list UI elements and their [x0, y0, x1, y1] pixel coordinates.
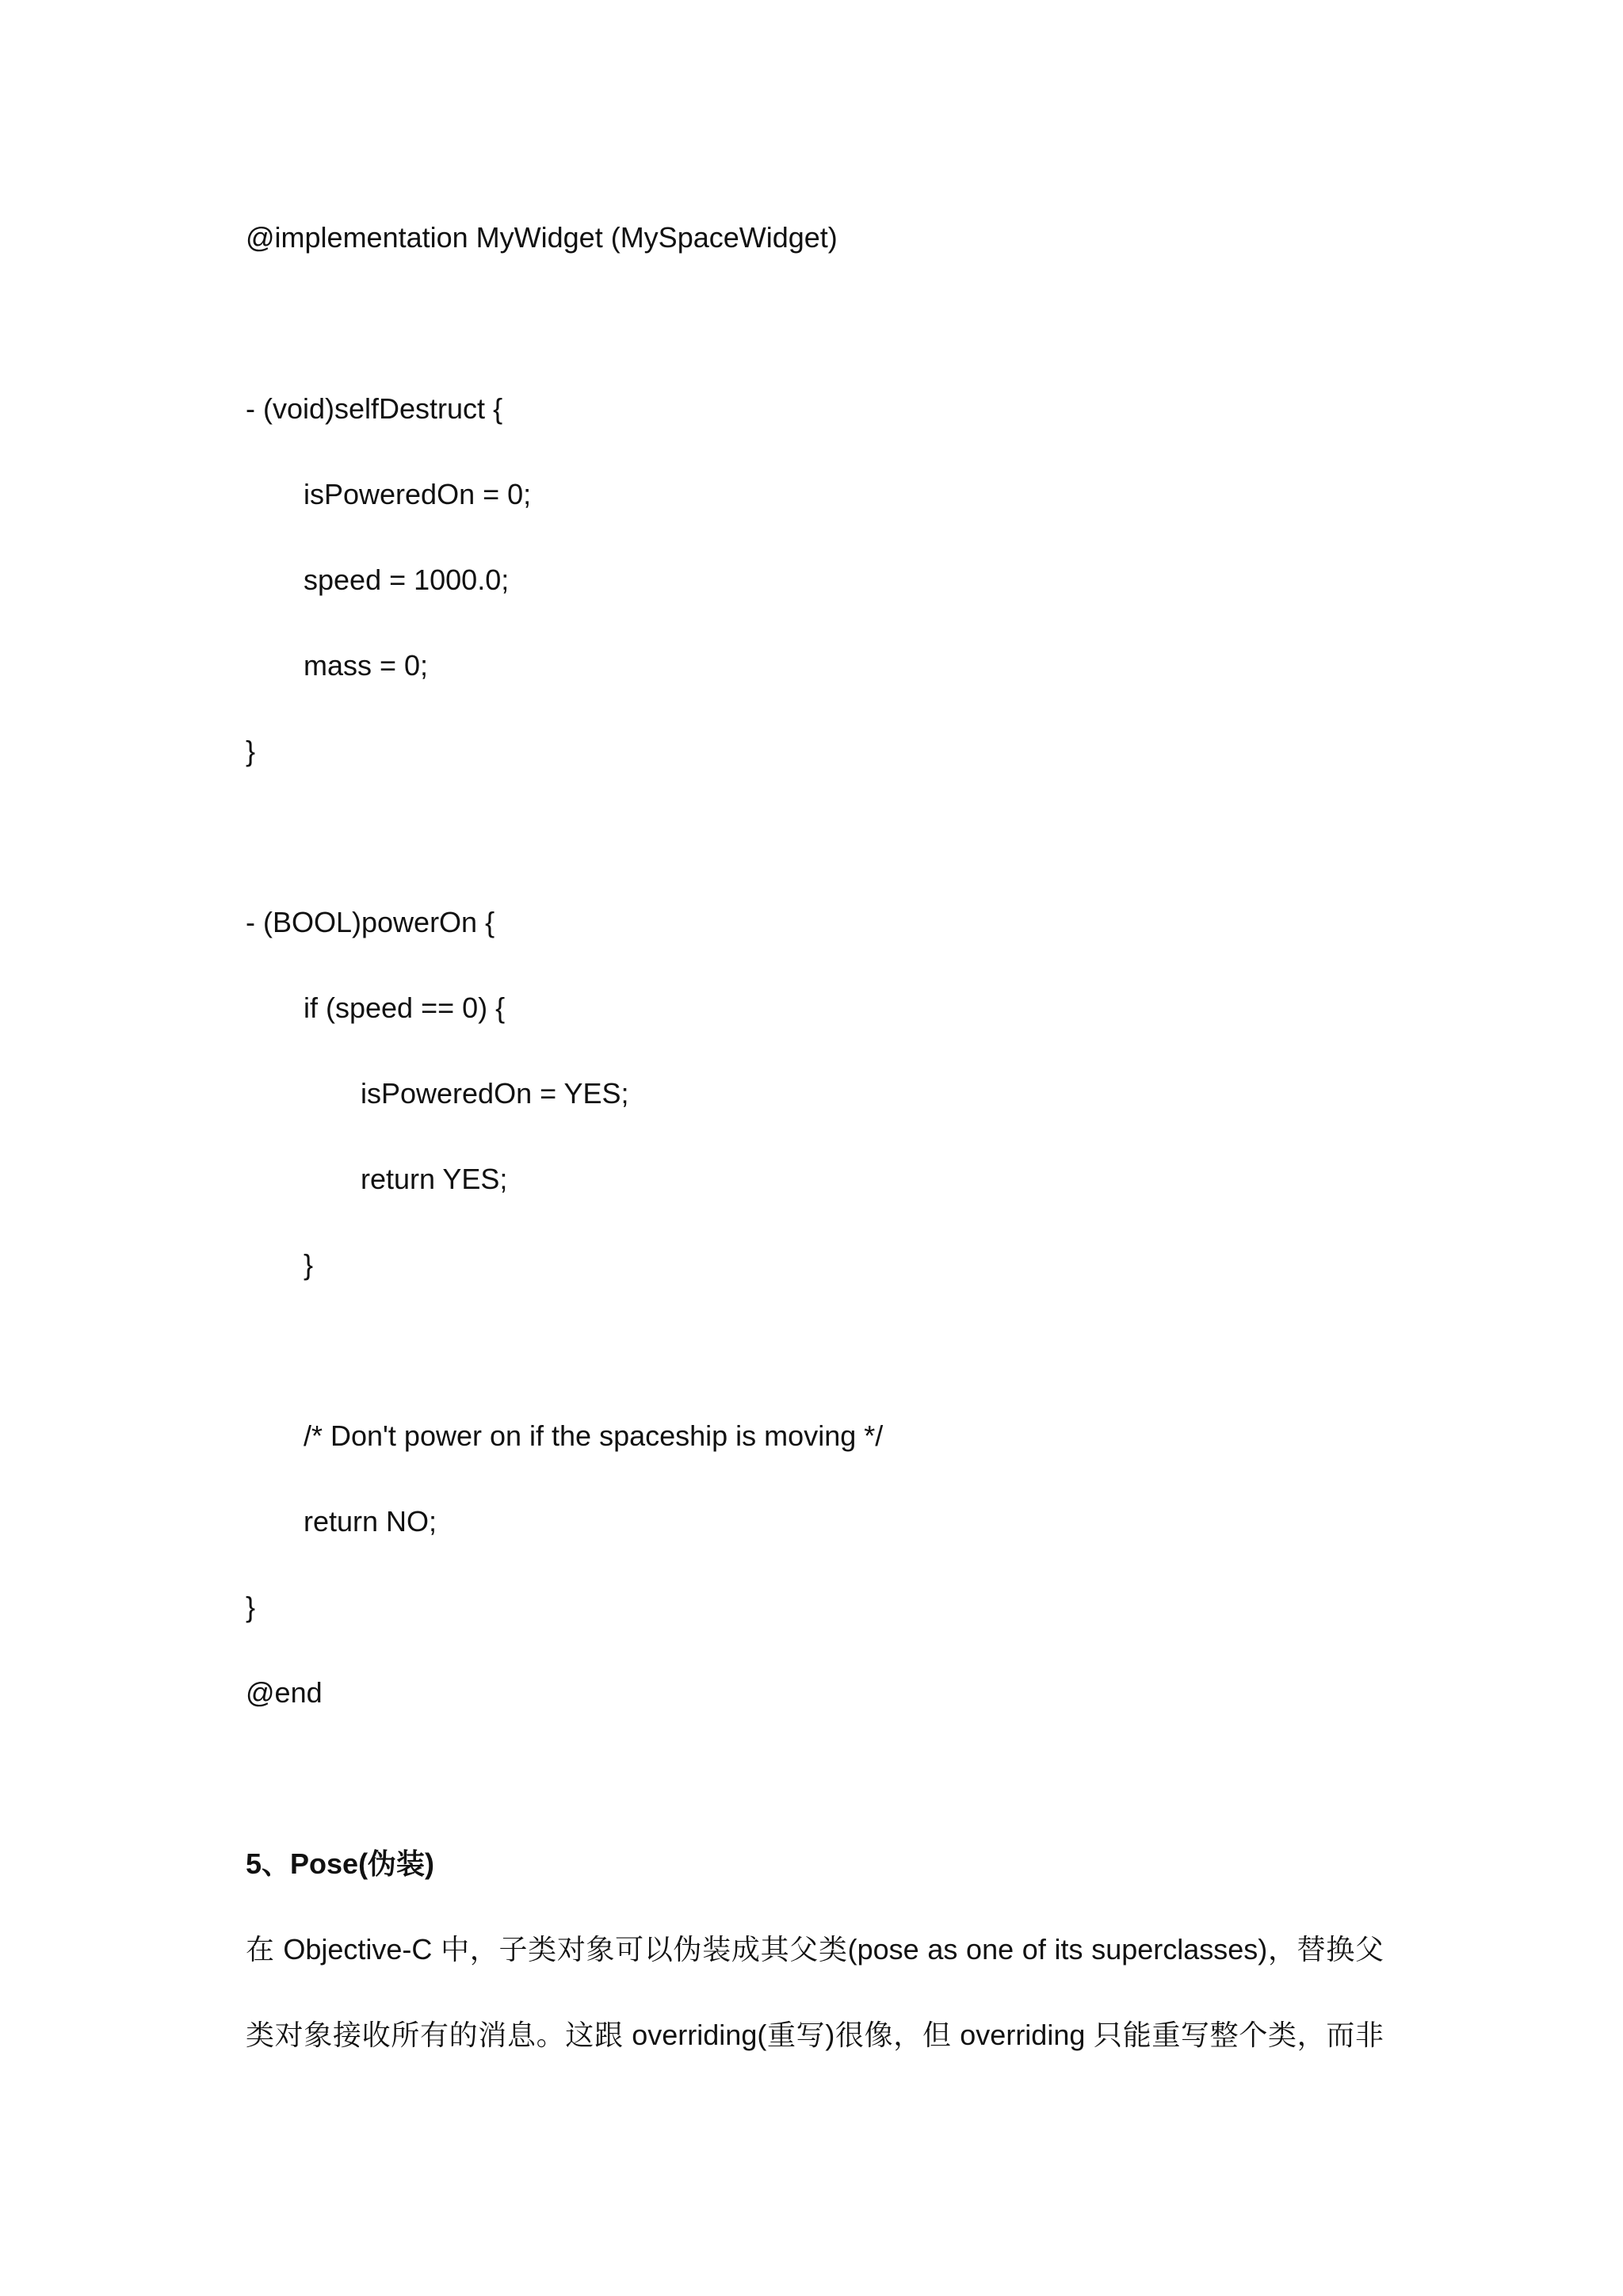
- code-comment: /* Don't power on if the spaceship is moving */: [304, 1419, 884, 1452]
- code-selfdestruct-signature: - (void)selfDestruct {: [246, 392, 503, 425]
- code-close-brace: }: [246, 735, 256, 767]
- code-ispoweredon-yes: isPoweredOn = YES;: [361, 1077, 629, 1110]
- code-if-close-brace: }: [304, 1248, 314, 1281]
- code-speed-line: speed = 1000.0;: [304, 563, 510, 596]
- code-if-line: if (speed == 0) {: [304, 991, 506, 1024]
- code-close-brace: }: [246, 1591, 256, 1623]
- code-poweron-signature: - (BOOL)powerOn {: [246, 906, 495, 938]
- code-mass-line: mass = 0;: [304, 649, 429, 682]
- code-ispoweredon-zero: isPoweredOn = 0;: [304, 478, 532, 510]
- paragraph-line: 类对象接收所有的消息。这跟 overriding(重写)很像，但 overriding 只能重写整个类，而非: [246, 2019, 1384, 2051]
- code-implementation-line: @implementation MyWidget (MySpaceWidget): [246, 221, 838, 254]
- paragraph-line: 在 Objective-C 中，子类对象可以伪装成其父类(pose as one of its superclasses)，替换父: [246, 1933, 1384, 1966]
- code-end-line: @end: [246, 1676, 323, 1709]
- code-return-yes: return YES;: [361, 1163, 508, 1195]
- code-return-no: return NO;: [304, 1505, 437, 1538]
- section-heading: 5、Pose(伪装): [246, 1847, 435, 1880]
